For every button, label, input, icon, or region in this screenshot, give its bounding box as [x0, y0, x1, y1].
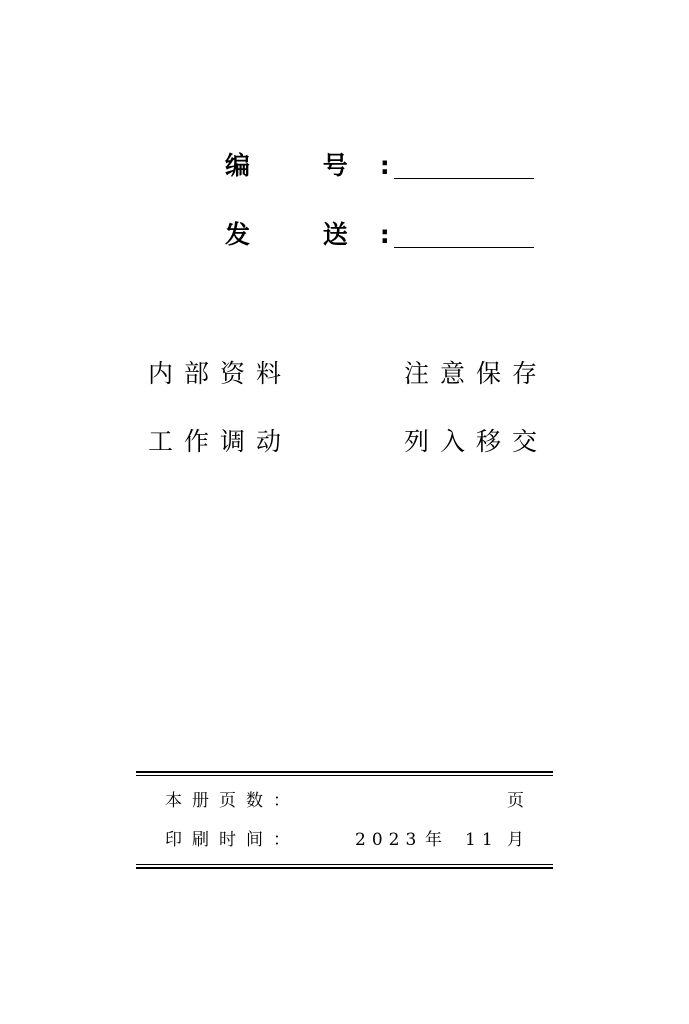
footer-bottom-rule-thin — [136, 864, 553, 865]
number-label: 编 号 — [225, 151, 380, 180]
footer-bottom-rule-thick — [136, 867, 553, 869]
pages-label: 本册页数： — [165, 791, 300, 811]
number-colon: : — [379, 151, 390, 180]
slogan-row-1 — [148, 359, 548, 389]
print-time-label: 印刷时间： — [165, 830, 300, 850]
month-unit: 月 — [507, 830, 524, 850]
print-time-row — [165, 829, 525, 851]
slogan-internal-material: 内部资料 — [148, 359, 293, 388]
slogan-job-transfer: 工作调动 — [148, 427, 293, 456]
number-blank-line — [394, 177, 534, 179]
print-month: 11 — [465, 830, 499, 850]
number-field — [225, 151, 534, 181]
footer-top-rule-thick — [136, 771, 553, 773]
send-blank-line — [394, 246, 534, 248]
pages-unit: 页 — [507, 791, 524, 811]
send-label: 发 送 — [225, 220, 380, 249]
slogan-keep-safe: 注意保存 — [403, 359, 548, 388]
send-colon: : — [379, 220, 390, 249]
print-year: 2023 — [355, 830, 423, 850]
year-unit: 年 — [425, 830, 442, 850]
send-field — [225, 220, 534, 250]
pages-row — [165, 790, 525, 812]
footer-top-rule-thin — [136, 775, 553, 776]
slogan-include-handover: 列入移交 — [403, 427, 548, 456]
slogan-row-2 — [148, 427, 548, 457]
